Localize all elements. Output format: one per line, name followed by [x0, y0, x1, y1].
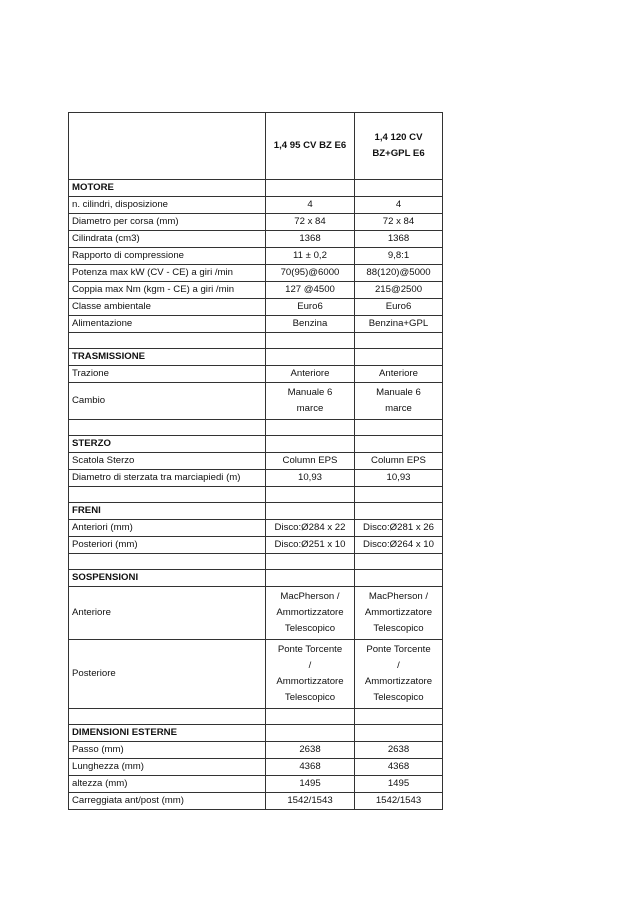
spec-row [69, 299, 443, 316]
spec-value-model-2: 4368 [355, 759, 443, 776]
header-row [69, 113, 443, 180]
spacer-cell [69, 420, 266, 436]
section-title: SOSPENSIONI [69, 570, 266, 587]
section-empty-cell [266, 180, 355, 197]
header-model-2: 1,4 120 CV BZ+GPL E6 [355, 113, 443, 180]
spec-value-model-2: Manuale 6 marce [355, 383, 443, 420]
section-empty-cell [266, 349, 355, 366]
spec-row [69, 316, 443, 333]
spec-value-model-2: Column EPS [355, 453, 443, 470]
spec-row [69, 742, 443, 759]
spacer-row [69, 420, 443, 436]
spacer-cell [355, 487, 443, 503]
spec-value-model-2: Anteriore [355, 366, 443, 383]
spacer-cell [355, 554, 443, 570]
spec-row [69, 776, 443, 793]
section-empty-cell [266, 570, 355, 587]
spec-label: Potenza max kW (CV - CE) a giri /min [69, 265, 266, 282]
spec-value-model-1: 72 x 84 [266, 214, 355, 231]
spec-label: Trazione [69, 366, 266, 383]
spacer-cell [69, 333, 266, 349]
spec-table-body [69, 113, 443, 810]
spacer-cell [355, 709, 443, 725]
spec-value-model-2: 1542/1543 [355, 793, 443, 810]
spec-value-model-1: Manuale 6 marce [266, 383, 355, 420]
spec-label: Passo (mm) [69, 742, 266, 759]
spacer-cell [266, 420, 355, 436]
section-empty-cell [355, 725, 443, 742]
section-row [69, 436, 443, 453]
spacer-cell [355, 420, 443, 436]
spec-value-model-2: 9,8:1 [355, 248, 443, 265]
spec-label: Rapporto di compressione [69, 248, 266, 265]
spec-value-model-2: MacPherson / Ammortizzatore Telescopico [355, 587, 443, 640]
spec-value-model-1: 2638 [266, 742, 355, 759]
spec-row [69, 470, 443, 487]
spec-label: Diametro di sterzata tra marciapiedi (m) [69, 470, 266, 487]
spec-label: Anteriore [69, 587, 266, 640]
spec-value-model-1: Ponte Torcente / Ammortizzatore Telescopico [266, 640, 355, 709]
spec-label: Scatola Sterzo [69, 453, 266, 470]
spec-value-model-1: Column EPS [266, 453, 355, 470]
spacer-row [69, 554, 443, 570]
spec-row [69, 282, 443, 299]
section-empty-cell [266, 503, 355, 520]
spec-value-model-1: 127 @4500 [266, 282, 355, 299]
spec-value-model-2: 4 [355, 197, 443, 214]
spec-value-model-2: Euro6 [355, 299, 443, 316]
spec-label: Alimentazione [69, 316, 266, 333]
spec-value-model-1: Benzina [266, 316, 355, 333]
spec-label: Lunghezza (mm) [69, 759, 266, 776]
spec-value-model-2: 2638 [355, 742, 443, 759]
spacer-cell [355, 333, 443, 349]
section-row [69, 570, 443, 587]
spec-label: Cambio [69, 383, 266, 420]
spec-label: Anteriori (mm) [69, 520, 266, 537]
spec-row [69, 197, 443, 214]
spec-value-model-1: 1495 [266, 776, 355, 793]
spec-label: Posteriore [69, 640, 266, 709]
section-row [69, 180, 443, 197]
spacer-cell [69, 487, 266, 503]
spec-value-model-1: Disco:Ø284 x 22 [266, 520, 355, 537]
spacer-cell [266, 709, 355, 725]
spec-value-model-1: MacPherson / Ammortizzatore Telescopico [266, 587, 355, 640]
spacer-cell [266, 333, 355, 349]
section-row [69, 503, 443, 520]
spec-value-model-1: 1542/1543 [266, 793, 355, 810]
spec-label: Cilindrata (cm3) [69, 231, 266, 248]
spacer-cell [69, 554, 266, 570]
spec-value-model-1: 11 ± 0,2 [266, 248, 355, 265]
spec-value-model-2: 10,93 [355, 470, 443, 487]
spec-value-model-1: 4 [266, 197, 355, 214]
spec-value-model-2: 88(120)@5000 [355, 265, 443, 282]
spacer-cell [69, 709, 266, 725]
section-empty-cell [266, 436, 355, 453]
spec-value-model-1: Anteriore [266, 366, 355, 383]
spec-label: Coppia max Nm (kgm - CE) a giri /min [69, 282, 266, 299]
spec-value-model-2: Ponte Torcente / Ammortizzatore Telescopico [355, 640, 443, 709]
section-title: TRASMISSIONE [69, 349, 266, 366]
spec-label: Classe ambientale [69, 299, 266, 316]
header-model-1: 1,4 95 CV BZ E6 [266, 113, 355, 180]
spacer-row [69, 709, 443, 725]
spec-table [68, 112, 443, 810]
section-title: FRENI [69, 503, 266, 520]
spec-value-model-2: Benzina+GPL [355, 316, 443, 333]
spec-value-model-1: 10,93 [266, 470, 355, 487]
section-title: STERZO [69, 436, 266, 453]
spec-row [69, 366, 443, 383]
spec-label: Posteriori (mm) [69, 537, 266, 554]
spec-row [69, 453, 443, 470]
spec-row [69, 383, 443, 420]
section-title: MOTORE [69, 180, 266, 197]
header-empty-cell [69, 113, 266, 180]
section-empty-cell [355, 436, 443, 453]
spec-label: Diametro per corsa (mm) [69, 214, 266, 231]
section-title: DIMENSIONI ESTERNE [69, 725, 266, 742]
spec-row [69, 231, 443, 248]
spec-value-model-1: Disco:Ø251 x 10 [266, 537, 355, 554]
spec-row [69, 587, 443, 640]
spec-value-model-1: Euro6 [266, 299, 355, 316]
spec-value-model-2: 1495 [355, 776, 443, 793]
spec-label: altezza (mm) [69, 776, 266, 793]
section-row [69, 725, 443, 742]
spec-value-model-2: Disco:Ø281 x 26 [355, 520, 443, 537]
spacer-row [69, 487, 443, 503]
spec-label: Carreggiata ant/post (mm) [69, 793, 266, 810]
spacer-cell [266, 487, 355, 503]
spec-row [69, 520, 443, 537]
spec-value-model-1: 4368 [266, 759, 355, 776]
spec-label: n. cilindri, disposizione [69, 197, 266, 214]
spec-row [69, 537, 443, 554]
spacer-row [69, 333, 443, 349]
spec-row [69, 759, 443, 776]
spec-row [69, 214, 443, 231]
section-empty-cell [355, 349, 443, 366]
section-empty-cell [355, 503, 443, 520]
spec-row [69, 640, 443, 709]
spec-value-model-1: 1368 [266, 231, 355, 248]
spec-row [69, 248, 443, 265]
section-empty-cell [355, 570, 443, 587]
spec-row [69, 793, 443, 810]
spec-value-model-2: Disco:Ø264 x 10 [355, 537, 443, 554]
spec-row [69, 265, 443, 282]
spec-value-model-2: 1368 [355, 231, 443, 248]
section-empty-cell [355, 180, 443, 197]
spec-value-model-2: 72 x 84 [355, 214, 443, 231]
section-empty-cell [266, 725, 355, 742]
spacer-cell [266, 554, 355, 570]
section-row [69, 349, 443, 366]
spec-value-model-2: 215@2500 [355, 282, 443, 299]
spec-value-model-1: 70(95)@6000 [266, 265, 355, 282]
